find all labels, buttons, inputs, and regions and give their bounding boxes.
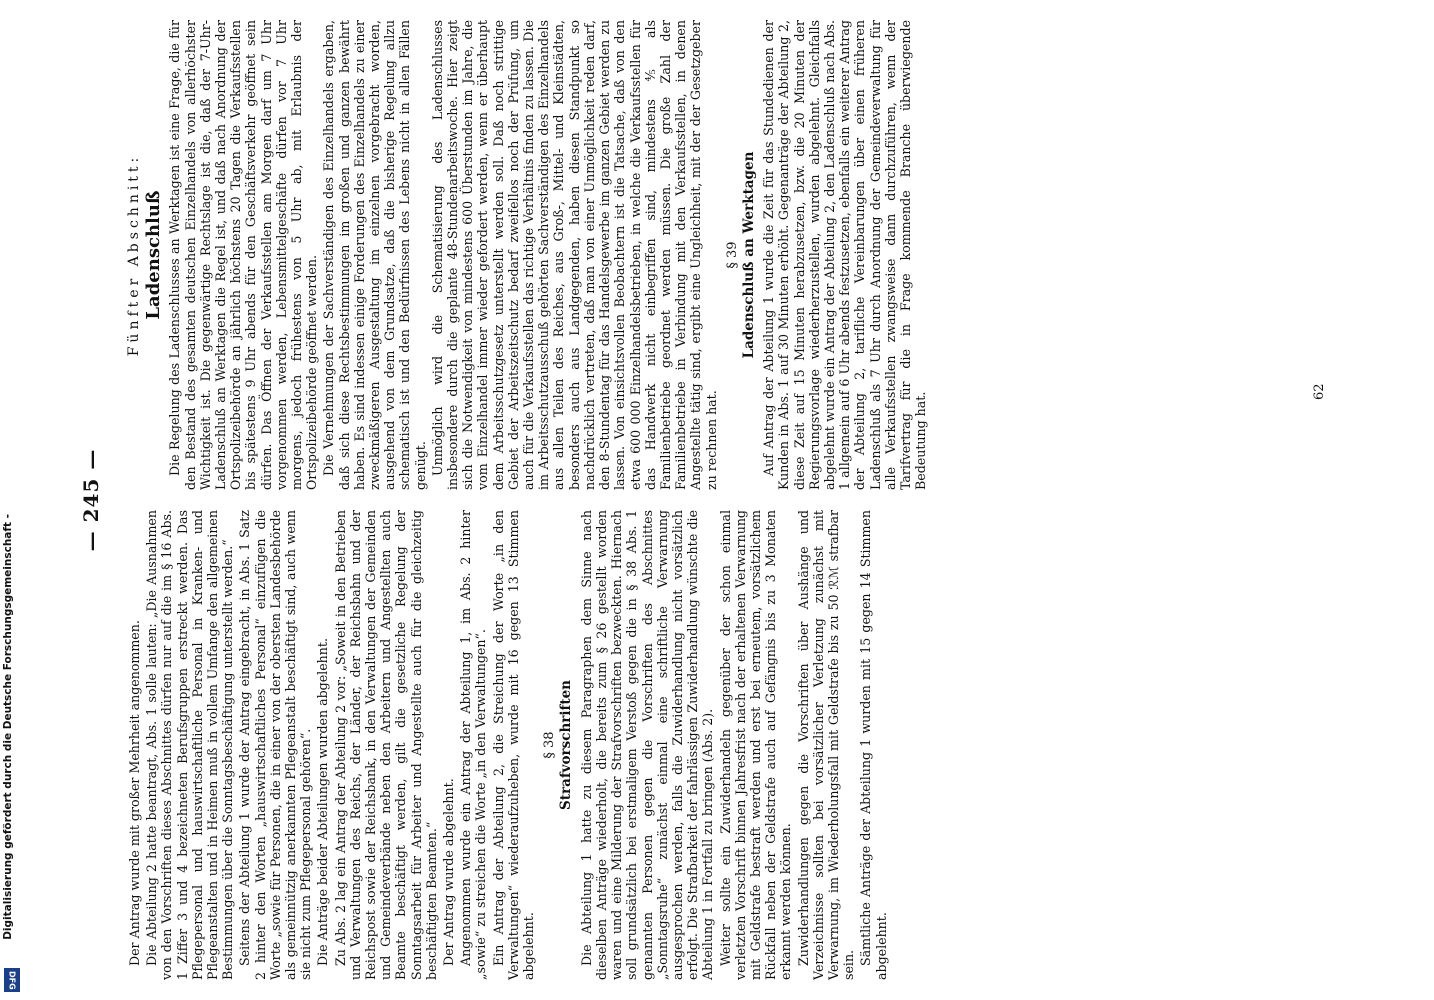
paragraph: Zu Abs. 2 lag ein Antrag der Abteilung 2 vor: „Soweit in den Betrieben und Verwaltungen des Reichs, der Länder, der Reichsbahn und der Reichspost sowie der Reichsbank, in den Verwaltungen der Gemeinden und Gemeindeverbände neben den Arbeitern und Angestellten auch Beamte beschäftigt werden, gilt die gesetzliche Regelung der Sonntagsarbeit für Arbeiter und Angestellte auch für die gleichzeitig beschäftigten Beamten.“ [332, 510, 439, 980]
paragraph: Unmöglich wird die Schematisierung des Ladenschlusses insbesondere durch die geplante 48-Stundenarbeitswoche. Hier zeigt sich die Notwendigkeit von mindestens 600 Überstunden im Jahre, die vom Einzelhandel immer wieder gefordert werden, wenn er überhaupt dem Arbeitsschutzgesetz unterstellt werden soll. Daß noch strittige Gebiet der Arbeitszeitschutz bedarf zweifellos noch der Prüfung, um auch für die Verkaufsstellen das richtige Verhältnis finden zu lassen. Die im Arbeitsschutzausschuß gehörten Sachverständigen des Einzelhandels aus allen Teilen des Reiches, aus Groß-, Mittel- und Kleinstädten, besonders auch aus Landgegenden, haben diesen Standpunkt so nachdrücklich vertreten, daß man von einer Unmöglichkeit reden darf, den 8-Stundentag für das Handelsgewerbe im ganzen Gebiet werden zu lassen. Von einsichtsvollen Beobachtern ist die Tatsache, daß von den etwa 600 000 Einzelhandelsbetrieben, in welche die Verkaufsstellen für das Handwerk nicht einbegriffen sind, mindestens ⅘ als Familienbetriebe geordnet werden müssen. Die große Zahl der Familienbetriebe in Verbindung mit den Verkaufsstellen, in denen Angestellte tätig sind, ergibt eine Ungleichheit, mit der der Gesetzgeber zu rechnen hat. [429, 20, 719, 490]
paragraph: Sämtliche Anträge der Abteilung 1 wurden mit 15 gegen 14 Stimmen abgelehnt. [858, 510, 889, 980]
paragraph: Die Abteilung 2 hatte beantragt, Abs. 1 solle lauten: „Die Ausnahmen von den Vorschriften dieses Abschnittes dürfen nur auf die im § 16 Abs. 1 Ziffer 3 und 4 bezeichneten Berufsgruppen erstreckt werden. Das Pflegepersonal und hauswirtschaftliche Personal in Kranken- und Pflegeanstalten und in Heimen muß in vollem Umfange den allgemeinen Bestimmungen über die Sonntagsbeschäftigung unterstellt werden.“ [144, 510, 236, 980]
paragraph: Die Vernehmungen der Sachverständigen des Einzelhandels ergaben, daß sich diese Rechtsbestimmungen im großen und ganzen bewährt haben. Es sind indessen einige Forderungen des Einzelhandels zu einer zweckmäßigeren Ausgestaltung im einzelnen vorgebracht worden, ausgehend von dem Grundsatze, daß die bisherige Regelung allzu schematisch ist und den Bedürfnissen des Lebens nicht in allen Fällen genügt. [321, 20, 428, 490]
page-header-number: — 245 — [79, 448, 103, 552]
paragraph: Die Regelung des Ladenschlusses an Werktagen ist eine Frage, die für den Bestand des gesamten deutschen Einzelhandels von allerhöchster Wichtigkeit ist. Die gegenwärtige Rechtslage ist die, daß der 7-Uhr-Ladenschluß an Werktagen die Regel ist, und daß nach Anordnung der Ortspolizeibehörde an jährlich höchstens 20 Tagen die Verkaufsstellen bis spätestens 9 Uhr abends für den Geschäftsverkehr geöffnet sein dürfen. Das Öffnen der Verkaufsstellen am Morgen darf um 7 Uhr vorgenommen werden, Lebensmittelgeschäfte dürfen vor 7 Uhr morgens, jedoch frühestens von 5 Uhr ab, mit Erlaubnis der Ortspolizeibehörde geöffnet werden. [167, 20, 320, 490]
paragraph: Der Antrag wurde abgelehnt. [441, 778, 457, 966]
digitization-note: Digitalisierung gefördert durch die Deutsche Forschungsgemeinschaft - [2, 514, 14, 940]
part-subtitle: Ladenschluß [143, 190, 165, 320]
section-title: Ladenschluß an Werktagen [740, 151, 757, 359]
dfg-logo: DFG [4, 968, 20, 992]
right-column [127, 20, 930, 490]
paragraph: Weiter sollte ein Zuwiderhandeln gegenüber der schon einmal verletzten Vorschrift binnen Jahresfrist nach der erhaltenen Verwarnung mit Geldstrafe bestraft werden und erst bei erneutem, vorsätzlichem Rückfall neben der Geldstrafe auch auf Gefängnis bis zu 3 Monaten erkannt werden können. [717, 510, 794, 980]
rotated-page-content [67, 0, 1367, 1000]
paragraph: Der Antrag wurde mit großer Mehrheit angenommen. [127, 620, 142, 966]
paragraph: Die Anträge beider Abteilungen wurden abgelehnt. [315, 638, 331, 966]
paragraph: Auf Antrag der Abteilung 1 wurde die Zeit für das Stundedienen der Kunden in Abs. 1 auf 30 Minuten erhöht. Gegenanträge der Abteilung 2, diese Zeit auf 15 Minuten herabzusetzen, bzw. die 20 Minuten der Regierungsvorlage wiederherzustellen, wurden abgelehnt. Gleichfalls abgelehnt wurde ein Antrag der Abteilung 2, den Ladenschluß nach Abs. 1 allgemein auf 6 Uhr abends festzusetzen, ebenfalls ein weiterer Antrag der Abteilung 2, tarifliche Vereinbarungen über einen früheren Ladenschluß als 7 Uhr durch Anordnung der Gemeindeverwaltung für alle Verkaufsstellen zwangsweise dann durchzuführen, wenn der Tarifvertrag für die in Frage kommende Branche überwiegende Bedeutung hat. [761, 20, 929, 490]
digitization-sidebar [2, 0, 20, 1000]
paragraph: Zuwiderhandlungen gegen die Vorschriften über Aushänge und Verzeichnisse sollten bei vorsätzlicher Verletzung zunächst mit Verwarnung, im Wiederholungsfall mit Geldstrafe bis zu 50 ℛℳ strafbar sein. [795, 510, 857, 980]
section-title: Strafvorschriften [558, 680, 575, 810]
paragraph: Ein Antrag der Abteilung 2, die Streichung der Worte „in den Verwaltungen“ wiederaufzuheben, wurde mit 16 gegen 13 Stimmen abgelehnt. [490, 510, 537, 980]
left-column [127, 510, 891, 980]
part-title: Fünfter Abschnitt: [126, 153, 142, 357]
paragraph: Seitens der Abteilung 1 wurde der Antrag eingebracht, in Abs. 1 Satz 2 hinter den Worten „hauswirtschaftliches Personal“ einzufügen die Worte „sowie für Personen, die in einer von der obersten Landesbehörde als gemeinnützig anerkannten Pflegeanstalt beschäftigt sind, auch wenn sie nicht zum Pflegepersonal gehören“. [237, 510, 314, 980]
paragraph: Angenommen wurde ein Antrag der Abteilung 1, im Abs. 2 hinter „sowie“ zu streichen die Worte „in den Verwaltungen“. [458, 510, 489, 980]
footer-page-number: 62 [1312, 383, 1327, 400]
section-number: § 39 [724, 241, 740, 269]
section-number: § 38 [542, 731, 558, 759]
paragraph: Die Abteilung 1 hatte zu diesem Paragraphen dem Sinne nach dieselben Anträge wiederholt, die bereits zum § 26 gestellt worden waren und eine Milderung der Strafvorschriften bezweckten. Hiernach soll grundsätzlich bei erstmaligem Verstoß gegen die in § 38 Abs. 1 genannten Personen gegen die Vorschriften des Abschnittes „Sonntagsruhe“ zunächst einmal eine schriftliche Verwarnung ausgesprochen werden, falls die Zuwiderhandlung nicht vorsätzlich erfolgt. Die Strafbarkeit der fahrlässigen Zuwiderhandlung wünschte die Abteilung 1 in Fortfall zu bringen (Abs. 2). [578, 510, 716, 980]
